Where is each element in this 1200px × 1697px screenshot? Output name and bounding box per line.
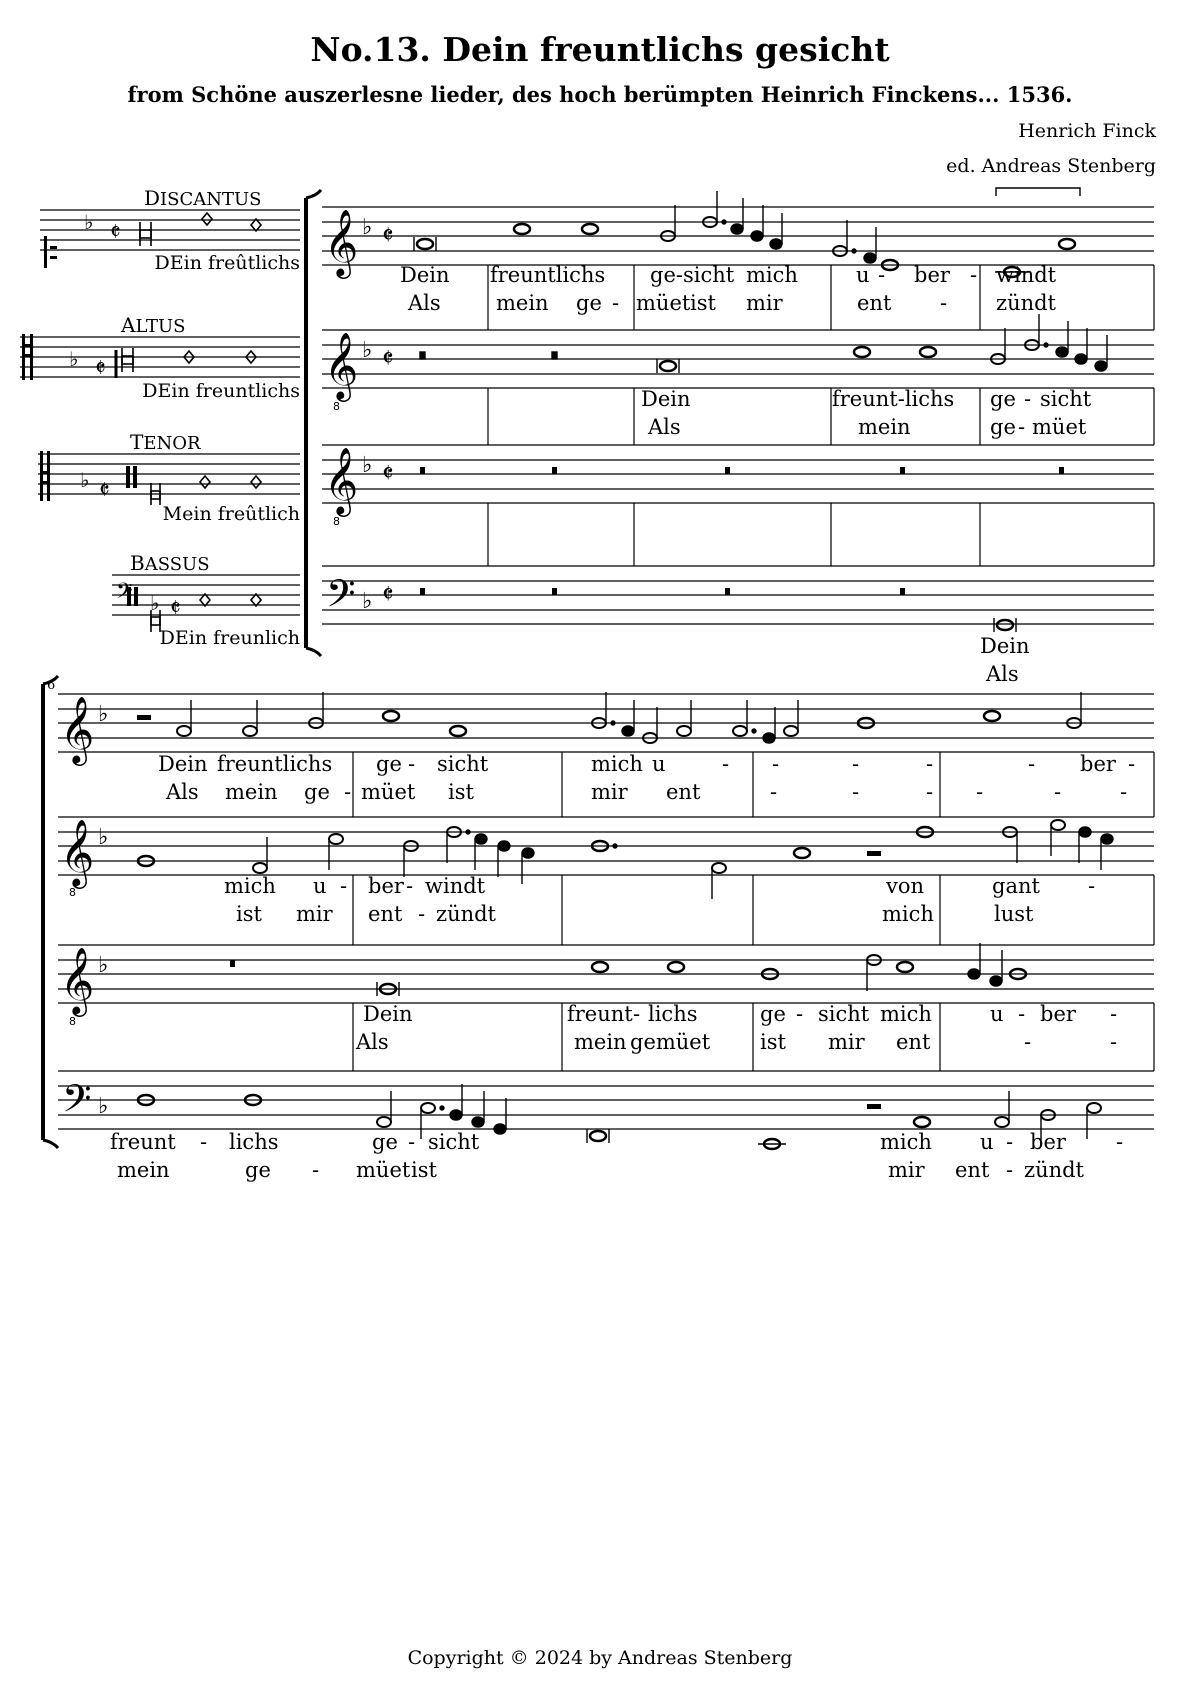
svg-text:8: 8 [69,886,76,899]
lyric: mein [574,1030,627,1054]
lyric: - [408,752,416,776]
lyric: mich [880,1002,932,1026]
svg-text:♭: ♭ [98,825,109,850]
lyric: ent [666,780,701,804]
lyric: - [312,1158,320,1182]
incipit-name-altus: ALTUS [121,313,186,337]
lyric: gemüet [630,1030,711,1054]
lyric: - [926,780,934,804]
lyric: sicht [437,752,489,776]
lyric: u [980,1130,994,1154]
lyric: Als [986,662,1019,686]
lyric: windt [996,263,1057,287]
lyric: ent [896,1030,931,1054]
lyric: - [1018,1002,1026,1026]
bassus-notes-s2 [138,1084,1101,1149]
piece-title: No.13. Dein freuntlichs gesicht [310,30,890,69]
lyric: mich [882,902,934,926]
svg-text:♭: ♭ [362,215,373,240]
discantus-notes-s2 [137,692,1081,743]
svg-text:𝄵: 𝄵 [99,476,110,504]
svg-text:𝄞: 𝄞 [324,446,359,514]
svg-text:8: 8 [333,515,340,528]
svg-text:𝄵: 𝄵 [110,218,121,246]
lyric: Als [356,1030,389,1054]
svg-text:𝄵: 𝄵 [382,344,394,374]
system-2 [43,676,1154,1149]
svg-text:♭: ♭ [362,338,373,363]
lyric: ist [236,902,262,926]
lyric: - [852,752,860,776]
lyric: müet [1032,415,1087,439]
lyric: freuntlichs [490,263,606,287]
incipit-name-tenor: TENOR [130,430,201,454]
editor-name: ed. Andreas Stenberg [946,155,1156,177]
incipit-text-discantus: DEin freûtlichs [154,252,300,274]
lyric: - [1110,1002,1118,1026]
svg-text:𝄞: 𝄞 [60,695,95,763]
lyric: - [418,902,426,926]
lyric: - [1006,1130,1014,1154]
lyric: u [856,263,870,287]
lyric: mir [296,902,333,926]
lyric: - [1116,1130,1124,1154]
lyric: - [770,780,778,804]
lyric: - [772,752,780,776]
lyric: ge [304,780,330,804]
lyric: mein [117,1158,170,1182]
lyric: - [406,874,414,898]
lyric: ge-sicht [650,263,735,287]
svg-text:𝄢: 𝄢 [62,1076,92,1130]
lyric: - [340,874,348,898]
lyric: Dein [400,263,450,287]
lyric: - [1054,780,1062,804]
lyric: - [1024,387,1032,411]
lyric: lust [994,902,1034,926]
lyric: müet [356,1158,411,1182]
svg-text:𝄢: 𝄢 [116,579,133,609]
lyric: sicht [428,1130,480,1154]
incipit-name-bassus: BASSUS [130,551,210,575]
lyric: ge [245,1158,271,1182]
lyric: - [926,752,934,776]
incipit-notes [116,213,261,632]
lyric: - [1028,752,1036,776]
composer-name: Henrich Finck [1018,120,1156,142]
lyric: ge [576,291,602,315]
lyric: - [796,1002,804,1026]
lyric: - [852,780,860,804]
lyric: gant [992,874,1040,898]
lyric: ber [1030,1130,1066,1154]
lyric: sicht [818,1002,870,1026]
lyric: ent [368,902,403,926]
lyric: ber [368,874,404,898]
tenor-rests-s1 [420,467,1064,474]
lyric: - [344,780,352,804]
svg-text:♭: ♭ [69,347,79,371]
lyric: u [313,874,327,898]
svg-text:♭: ♭ [98,1094,109,1119]
lyric: freuntlichs [217,752,333,776]
lyric: - [878,263,886,287]
lyric: mir [828,1030,865,1054]
incipit-text-altus: DEin freuntlichs [142,380,300,402]
svg-text:𝄞: 𝄞 [60,946,95,1014]
lyric: - [722,752,730,776]
lyric: ber [1080,752,1116,776]
lyric: u [990,1002,1004,1026]
lyric: Als [166,780,199,804]
lyric: - [408,1130,416,1154]
lyric: - [1006,1158,1014,1182]
svg-text:𝄵: 𝄵 [382,580,394,610]
lyric: Dein [641,387,691,411]
lyric: ist [411,1158,437,1182]
lyric: - [200,1130,208,1154]
lyric: - [1088,874,1096,898]
lyric: - [1110,1030,1118,1054]
incipit-text-tenor: Mein freûtlich [162,503,300,525]
svg-text:𝄢: 𝄢 [326,571,356,625]
lyric: ge [372,1130,398,1154]
lyric: mich [880,1130,932,1154]
lyric: zündt [996,291,1056,315]
lyric: zündt [436,902,496,926]
svg-text:♭: ♭ [362,589,373,614]
system-1 [306,188,1154,656]
lyric: ist [448,780,474,804]
lyric: ge [376,752,402,776]
altus-notes-s1 [420,314,1107,373]
lyric: lichs [648,1002,698,1026]
lyric: mein [496,291,549,315]
lyric: ber [1040,1002,1076,1026]
incipit-staves [20,210,300,615]
svg-text:8: 8 [69,1015,76,1028]
lyric: ge [990,415,1016,439]
svg-text:8: 8 [333,400,340,413]
lyric: u [652,752,666,776]
svg-text:𝄵: 𝄵 [382,459,394,489]
lyric: - [633,1002,641,1026]
lyric: - [1018,415,1026,439]
svg-text:♭: ♭ [98,702,109,727]
svg-text:♭: ♭ [150,591,160,615]
lyric: ent [955,1158,990,1182]
lyric: Als [408,291,441,315]
lyric: Dein [980,634,1030,658]
lyric: - [1120,780,1128,804]
lyric: - [612,291,620,315]
svg-text:♭: ♭ [80,468,90,492]
lyric: sicht [1040,387,1092,411]
svg-text:𝄞: 𝄞 [60,818,95,886]
lyric: - [940,291,948,315]
incipit-name-discantus: DISCANTUS [144,186,262,210]
lyric: mich [224,874,276,898]
copyright-footer: Copyright © 2024 by Andreas Stenberg [407,1647,793,1669]
lyric: freunt [567,1002,633,1026]
piece-subtitle: from Schöne auszerlesne lieder, des hoch berümpten Heinrich Finckens... 1536. [127,82,1073,107]
svg-text:𝄞: 𝄞 [324,208,359,276]
lyric: mich [746,263,798,287]
lyric: mich [591,752,643,776]
lyric: windt [425,874,486,898]
lyric: Als [648,415,681,439]
lyric: ist [690,291,716,315]
svg-text:𝄞: 𝄞 [324,331,359,399]
svg-text:𝄵: 𝄵 [382,221,394,251]
lyric: mir [888,1158,925,1182]
lyric: ent [857,291,892,315]
lyric: von [886,874,925,898]
incipit-text-bassus: DEin freunlich [159,627,300,649]
lyric: ge [990,387,1016,411]
lyric: Dein [158,752,208,776]
lyric: - [1024,1030,1032,1054]
lyric: freunt [110,1130,176,1154]
lyric: mir [746,291,783,315]
lyric: ist [760,1030,786,1054]
lyric: - [970,263,978,287]
lyric: mein [858,415,911,439]
lyric: zündt [1024,1158,1084,1182]
svg-text:𝄵: 𝄵 [95,354,106,382]
lyric: ge [760,1002,786,1026]
measure-number: 6 [47,678,56,693]
svg-text:♭: ♭ [98,953,109,978]
lyric: lichs [229,1130,279,1154]
lyric: Dein [363,1002,413,1026]
tenor-notes-s2 [230,943,1026,996]
lyric: mein [225,780,278,804]
lyric: mir [591,780,628,804]
lyric: müet [361,780,416,804]
lyric: - [976,780,984,804]
lyric: ber [914,263,950,287]
lyric: - [1128,752,1136,776]
lyric: freunt-lichs [832,387,955,411]
svg-text:𝄵: 𝄵 [170,594,181,622]
svg-text:♭: ♭ [84,210,94,234]
svg-text:♭: ♭ [362,453,373,478]
lyric: müet [636,291,691,315]
